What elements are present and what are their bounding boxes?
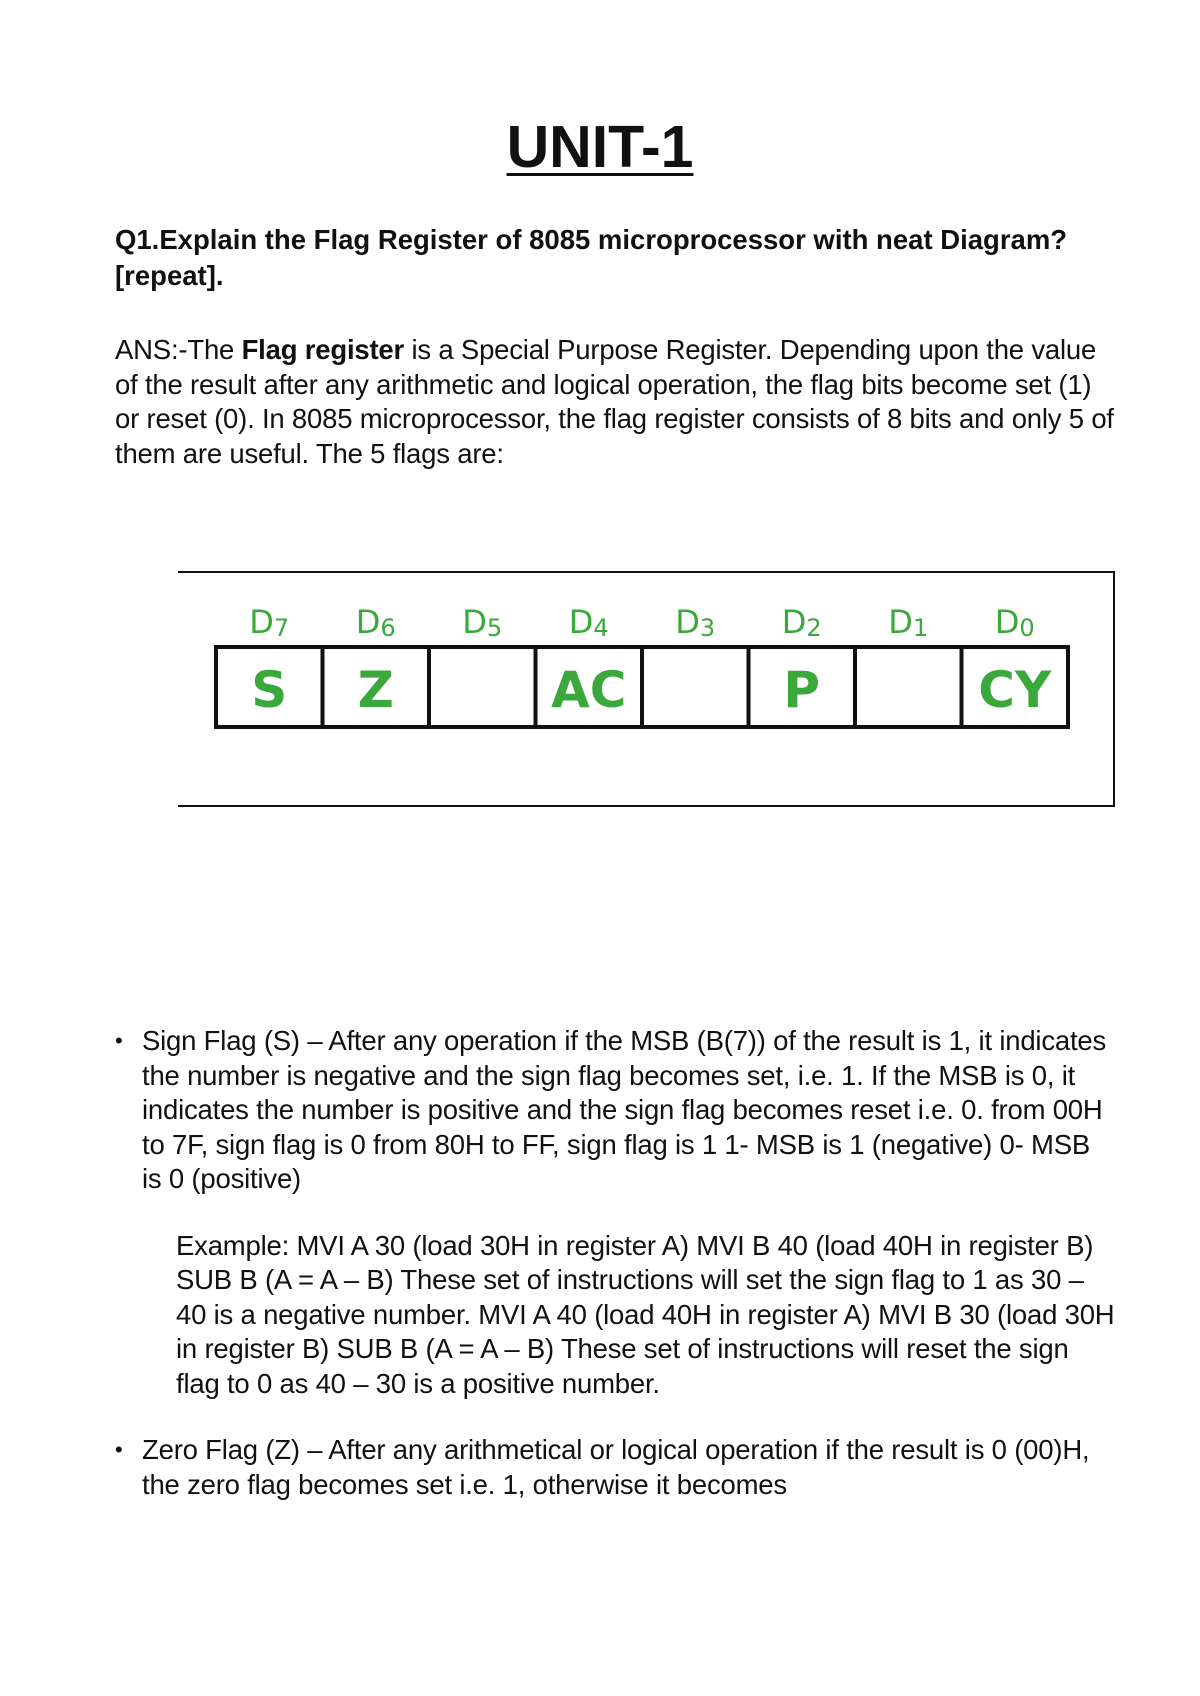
flag-cell-p: P [783, 661, 821, 719]
bit-label-d7: D7 [249, 603, 290, 642]
sign-flag-example: Example: MVI A 30 (load 30H in register A) MVI B 40 (load 40H in register B) SUB B (A = A – B) These set of instructions will set the sign flag to 1 as 30 – 40 is a negative number. MVI A 40 (load 40H in register A) MVI B 30 (load 30H in register B) SUB B (A = A – B) These set of instructions will reset the sign flag to 0 as 40 – 30 is a positive number. [176, 1229, 1115, 1399]
bit-label-d4: D4 [568, 603, 609, 642]
list-item-zero-flag [115, 1433, 1115, 1502]
question-text: Q1.Explain the Flag Register of 8085 microprocessor with neat Diagram?[repeat]. [115, 224, 1068, 291]
bit-label-d0: D0 [994, 603, 1035, 642]
bullet-icon: • [115, 1028, 123, 1053]
bit-label-d5: D5 [462, 603, 503, 642]
flag-list [115, 1024, 1115, 1502]
bit-label-d3: D3 [675, 603, 716, 642]
zero-flag-text: Zero Flag (Z) – After any arithmetical or logical operation if the result is 0 (00)H, the zero flag becomes set i.e. 1, otherwise it becomes [142, 1434, 1090, 1500]
answer-paragraph [115, 333, 1115, 471]
bit-label-d1: D1 [888, 603, 929, 642]
bit-label-d2: D2 [781, 603, 822, 642]
flag-cell-z: Z [357, 661, 394, 719]
answer-body: is a Special Purpose Register. Depending upon the value of the result after any arithmetic and logical operation, the flag bits become set (1) or reset (0). In 8085 microprocessor, the flag register consists of 8 bits and only 5 of them are useful. The 5 flags are: [115, 334, 1114, 469]
flag-cell-s: S [251, 661, 288, 719]
flag-cell-ac: AC [551, 661, 627, 719]
bullet-icon: • [115, 1437, 123, 1462]
flag-register-svg [178, 573, 1115, 809]
answer-bold-term: Flag register [241, 334, 405, 365]
answer-prefix: ANS:-The [115, 334, 242, 365]
flag-register-diagram [178, 571, 1115, 807]
page-title: UNIT-1 [506, 114, 694, 180]
bit-label-d6: D6 [355, 603, 396, 642]
sign-flag-text: Sign Flag (S) – After any operation if the MSB (B(7)) of the result is 1, it indicates the number is negative and the sign flag becomes set, i.e. 1. If the MSB is 0, it indicates the number is positive and the sign flag becomes reset i.e. 0. from 00H to 7F, sign flag is 0 from 80H to FF, sign flag is 1 1- MSB is 1 (negative) 0- MSB is 0 (positive) [142, 1025, 1107, 1194]
list-item-sign-flag [115, 1024, 1115, 1401]
flag-cell-cy: CY [978, 661, 1052, 719]
